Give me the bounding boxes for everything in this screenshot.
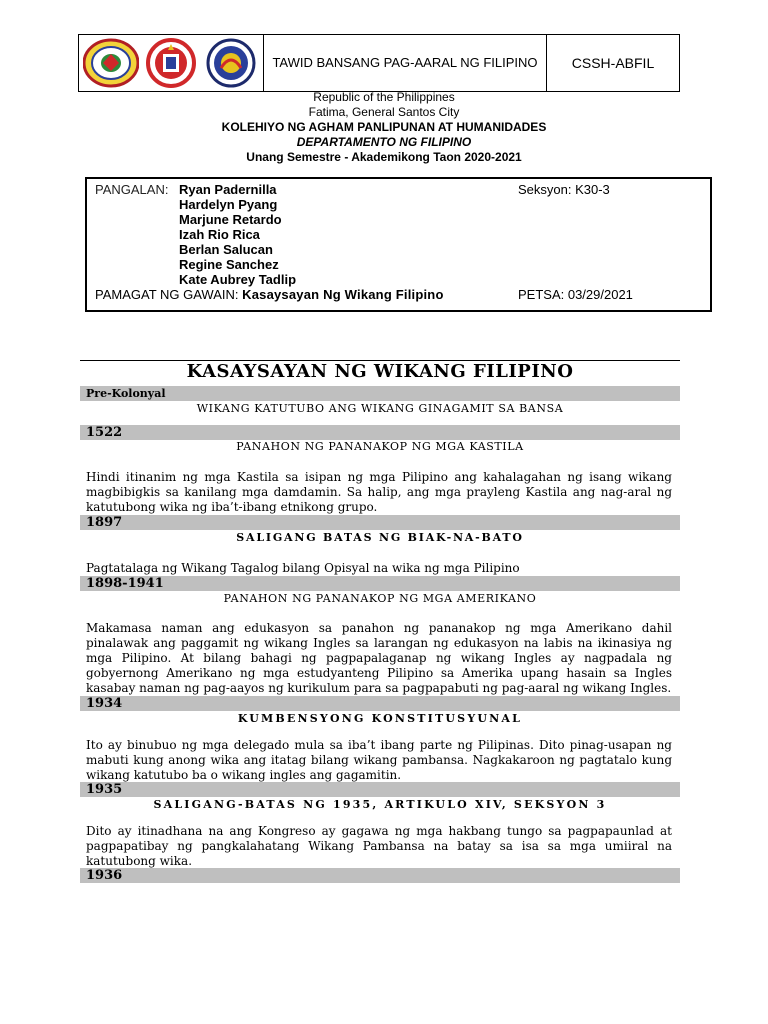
republic-line: Republic of the Philippines: [313, 90, 455, 104]
section-paragraph: Ito ay binubuo ng mga delegado mula sa iba’t ibang parte ng Pilipinas. Dito pinag-usapan ng mabuti kung anong wika ang itatag bilang wikang pambansa. Nagkakaroon ng pagtatalo kung wikang katutubo ba o wikang ingles ang gagamitin.: [86, 738, 672, 782]
section-paragraph: Hindi itinanim ng mga Kastila sa isipan ng mga Pilipino ang kahalagahan ng isang wikang magbibigkis sa kanilang mga damdamin. Sa halip, ang mga prayleng Kastila ang nag-aral ng katutubong wika ng iba’t-ibang etnikong grupo.: [86, 470, 672, 514]
section-paragraph: Dito ay itinadhana na ang Kongreso ay gagawa ng mga hakbang tungo sa pagpapaunlad at pagpapatibay ng pangkalahatang Wikang Pambansa na batay sa isa sa mga umiiral na katutubong wika.: [86, 824, 672, 868]
name-item: Izah Rio Rica: [179, 227, 260, 242]
main-title: KASAYSAYAN NG WIKANG FILIPINO: [186, 361, 574, 382]
petsa-text: PETSA: 03/29/2021: [518, 287, 633, 302]
college-name: KOLEHIYO NG AGHAM PANLIPUNAN AT HUMANIDADES: [221, 120, 547, 134]
section-heading: SALIGANG BATAS NG BIAK-NA-BATO: [236, 531, 524, 544]
university-seal-icon: [83, 38, 139, 88]
header-code: CSSH-ABFIL: [571, 55, 655, 71]
college-seal-icon: [143, 38, 199, 88]
year-bar: 1897: [80, 515, 680, 530]
year-bar: 1522: [80, 425, 680, 440]
name-item: Regine Sanchez: [179, 257, 279, 272]
section-heading: SALIGANG-BATAS NG 1935, ARTIKULO XIV, SEKSYON 3: [153, 798, 607, 811]
pangalan-label: PANGALAN:: [95, 182, 169, 197]
year-bar: 1935: [80, 782, 680, 797]
header-table: [78, 34, 680, 92]
section-heading: PANAHON NG PANANAKOP NG MGA KASTILA: [236, 440, 524, 453]
names-list: [179, 182, 296, 287]
year-bar: 1936: [80, 868, 680, 883]
semester-line: Unang Semestre - Akademikong Taon 2020-2021: [246, 150, 522, 164]
section-paragraph: Makamasa naman ang edukasyon sa panahon ng pananakop ng mga Amerikano dahil pinalawak ang paggamit ng wikang Ingles sa larangan ng edukasyon na labis na ikinasiya ng mga Pilipino. At bilang bahagi ng pagpapalaganap ng wikang Ingles ay nagpadala ng gobyernong Amerikano ng mga estudyanteng Pilipino sa Amerika upang hasain sa Ingles kasabay naman ng pag-aayos ng kurikulum para sa pagpapabuti ng pag-aaral ng wikang Ingles.: [86, 621, 672, 695]
name-item: Kate Aubrey Tadlip: [179, 272, 297, 287]
name-item: Berlan Salucan: [179, 242, 273, 257]
section-heading: PANAHON NG PANANAKOP NG MGA AMERIKANO: [223, 592, 537, 605]
section-paragraph: Pagtatalaga ng Wikang Tagalog bilang Opisyal na wika ng mga Pilipino: [86, 561, 520, 575]
year-bar: 1898-1941: [80, 576, 680, 591]
name-item: Hardelyn Pyang: [179, 197, 278, 212]
institution-block: [0, 90, 768, 165]
department-name: DEPARTAMENTO NG FILIPINO: [296, 135, 472, 149]
logo-cell: [79, 35, 264, 91]
section-heading: KUMBENSYONG KONSTITUSYUNAL: [237, 712, 523, 725]
pamagat-label: PAMAGAT NG GAWAIN:: [95, 287, 239, 302]
name-item: Marjune Retardo: [179, 212, 282, 227]
section-heading: WIKANG KATUTUBO ANG WIKANG GINAGAMIT SA BANSA: [196, 402, 564, 415]
seksyon-text: Seksyon: K30-3: [518, 182, 610, 197]
pamagat-line: [95, 287, 444, 302]
student-info-box: [85, 177, 712, 312]
name-item: Ryan Padernilla: [179, 182, 277, 197]
year-bar: Pre-Kolonyal: [80, 386, 680, 401]
pamagat-value: Kasaysayan Ng Wikang Filipino: [242, 287, 444, 302]
header-title: TAWID BANSANG PAG-AARAL NG FILIPINO: [264, 35, 547, 91]
year-bar: 1934: [80, 696, 680, 711]
address-line: Fatima, General Santos City: [308, 105, 460, 119]
department-seal-icon: [203, 38, 259, 88]
